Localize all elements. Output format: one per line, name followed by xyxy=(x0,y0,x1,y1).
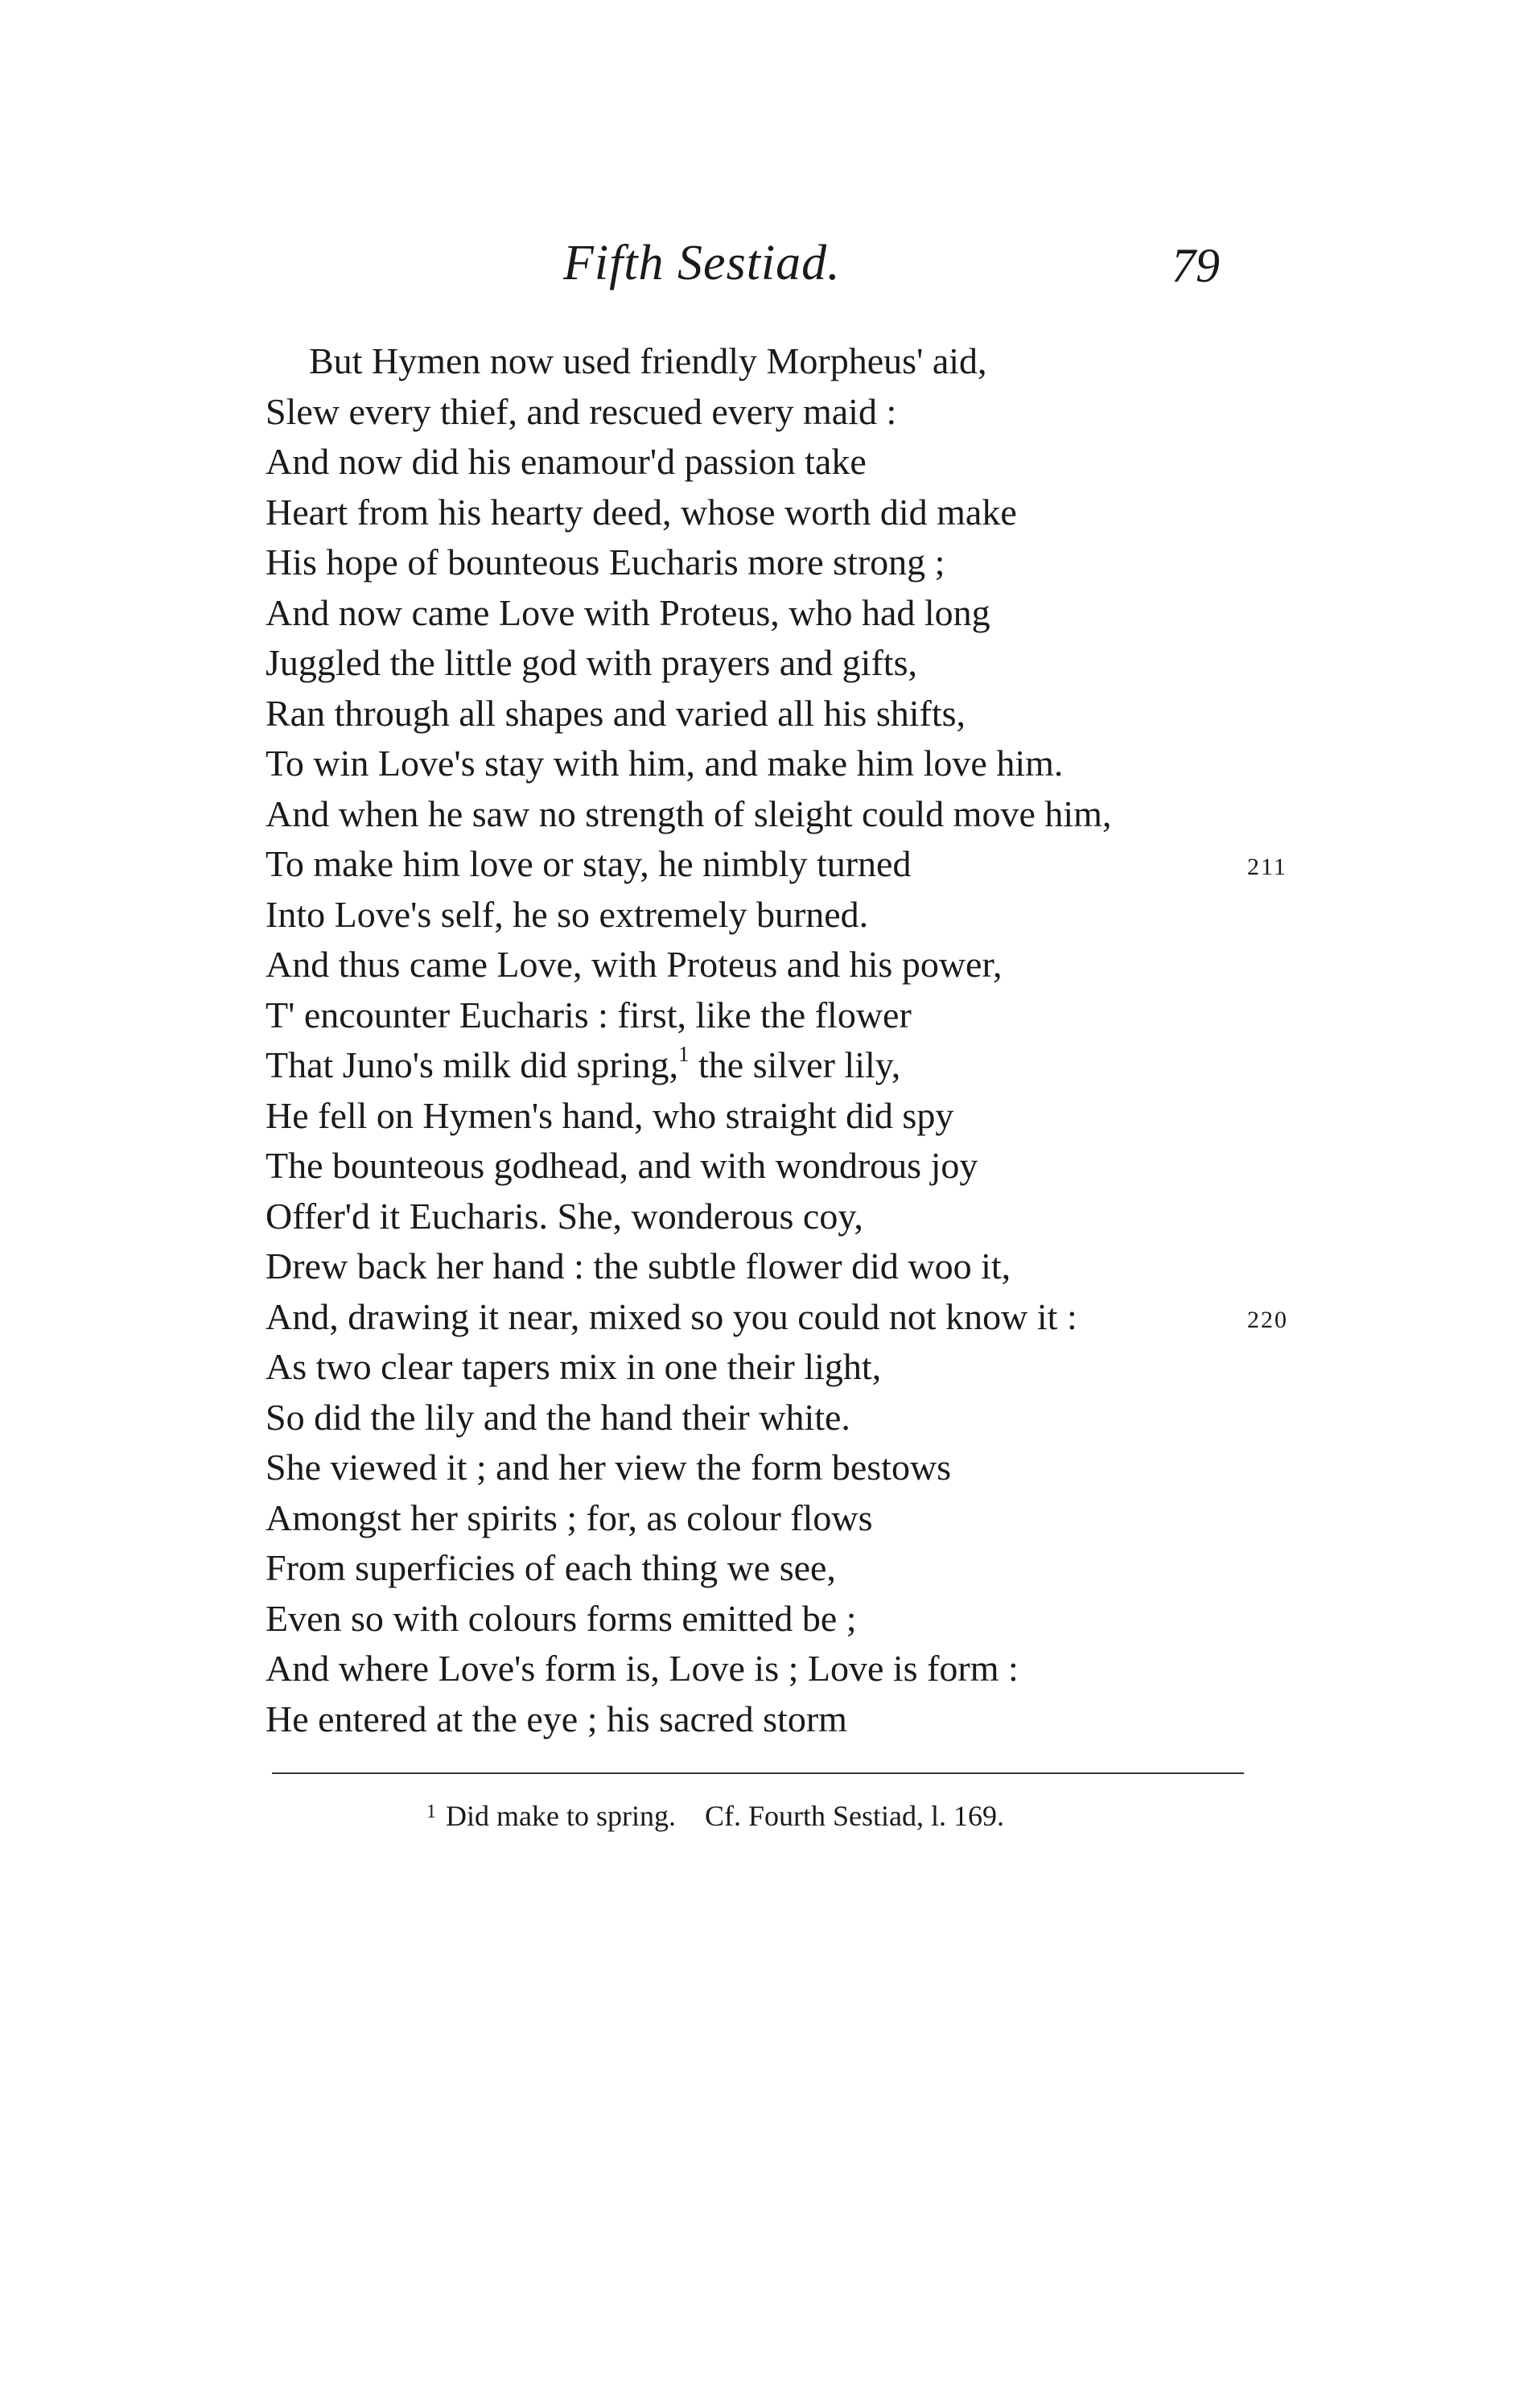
poem-line xyxy=(266,940,1328,990)
poem-line xyxy=(266,1342,1328,1393)
poem-line-main-text: Drew back her hand : the subtle flower did woo it, xyxy=(266,1245,1011,1286)
footnote-rule xyxy=(272,1772,1244,1774)
poem-line-main-text: Ran through all shapes and varied all his shifts, xyxy=(266,692,966,734)
poem-line xyxy=(266,1443,1328,1493)
poem-line-main-text: The bounteous godhead, and with wondrous joy xyxy=(266,1145,978,1186)
poem-line-main-text: His hope of bounteous Eucharis more strong ; xyxy=(266,541,945,583)
poem-line xyxy=(266,638,1328,689)
poem-line-text xyxy=(266,743,1063,784)
poem-line-text xyxy=(266,994,912,1035)
poem-line-text xyxy=(266,1547,836,1588)
poem-line-main-text: And where Love's form is, Love is ; Love is form : xyxy=(266,1648,1019,1689)
footnote xyxy=(426,1799,1004,1833)
poem-line-main-text: Even so with colours forms emitted be ; xyxy=(266,1597,857,1639)
poem-line xyxy=(266,1241,1328,1292)
poem-line-text xyxy=(266,642,917,683)
poem-line-main-text: To make him love or stay, he nimbly turned xyxy=(266,843,912,884)
poem-line xyxy=(266,1493,1328,1544)
footnote-reference-mark: 1 xyxy=(678,1042,690,1066)
poem-line xyxy=(266,1644,1328,1694)
poem-line-text xyxy=(266,693,966,734)
poem-line xyxy=(266,336,1328,387)
poem-line xyxy=(266,990,1328,1041)
poem-line-text xyxy=(266,1447,951,1488)
poem-line xyxy=(266,789,1328,840)
footnote-text: Did make to spring. xyxy=(446,1800,676,1832)
poem-line xyxy=(266,437,1328,488)
poem-line-main-text: And now came Love with Proteus, who had long xyxy=(266,591,990,633)
poem-line-main-text: And now did his enamour'd passion take xyxy=(266,441,867,482)
poem-line xyxy=(266,1694,1328,1745)
poem-line xyxy=(266,1393,1328,1443)
line-number: 211 xyxy=(1247,854,1287,880)
poem-line-text xyxy=(266,1044,900,1085)
poem-line-text xyxy=(266,1497,873,1538)
poem-line-text xyxy=(266,1397,850,1438)
poem-line-text xyxy=(309,340,987,381)
poem-body xyxy=(266,336,1328,1744)
poem-line xyxy=(266,1040,1328,1091)
running-head xyxy=(0,235,1540,299)
poem-line-main-text: Juggled the little god with prayers and gifts, xyxy=(266,642,917,683)
poem-line xyxy=(266,588,1328,639)
poem-line-text xyxy=(266,1196,863,1237)
poem-line-main-text: As two clear tapers mix in one their light, xyxy=(266,1346,882,1387)
poem-line-main-text: Slew every thief, and rescued every maid : xyxy=(266,390,897,432)
poem-line-continuation: the silver lily, xyxy=(689,1044,901,1085)
poem-line xyxy=(266,387,1328,438)
poem-line xyxy=(266,739,1328,789)
line-number: 220 xyxy=(1247,1306,1288,1333)
poem-line-main-text: He entered at the eye ; his sacred storm xyxy=(266,1698,847,1739)
poem-line xyxy=(266,1543,1328,1594)
poem-line-main-text: So did the lily and the hand their white. xyxy=(266,1396,850,1438)
running-title: Fifth Sestiad. xyxy=(563,236,841,290)
poem-line xyxy=(266,1292,1328,1343)
poem-line-text xyxy=(266,541,945,583)
poem-line-text xyxy=(266,1145,978,1186)
poem-line-text xyxy=(266,894,868,935)
poem-line-main-text: From superficies of each thing we see, xyxy=(266,1547,836,1588)
poem-line-text xyxy=(266,391,896,432)
poem-line-text xyxy=(266,944,1002,985)
poem-line-main-text: Heart from his hearty deed, whose worth did make xyxy=(266,491,1017,533)
poem-line xyxy=(266,1091,1328,1142)
poem-line-text xyxy=(266,1346,881,1387)
poem-line-main-text: But Hymen now used friendly Morpheus' aid, xyxy=(309,340,987,381)
poem-line xyxy=(266,689,1328,739)
poem-line-text xyxy=(266,1598,857,1639)
poem-line xyxy=(266,890,1328,941)
poem-line xyxy=(266,839,1328,890)
poem-line xyxy=(266,1594,1328,1645)
poem-line-text xyxy=(266,1245,1011,1286)
poem-line-main-text: He fell on Hymen's hand, who straight did spy xyxy=(266,1094,954,1136)
poem-line-main-text: Offer'd it Eucharis. She, wonderous coy, xyxy=(266,1195,863,1237)
poem-line-text xyxy=(266,793,1111,834)
poem-line-main-text: That Juno's milk did spring, xyxy=(266,1044,679,1085)
footnote-reference: Cf. Fourth Sestiad, l. 169. xyxy=(704,1800,1004,1832)
footnote-mark: 1 xyxy=(426,1801,436,1822)
poem-line xyxy=(266,537,1328,588)
poem-line-text xyxy=(266,1296,1077,1337)
poem-line-main-text: And thus came Love, with Proteus and his power, xyxy=(266,944,1003,985)
poem-line xyxy=(266,1192,1328,1242)
poem-line-main-text: Amongst her spirits ; for, as colour flows xyxy=(266,1496,873,1538)
poem-line-main-text: And when he saw no strength of sleight could move him, xyxy=(266,792,1112,834)
poem-line-main-text: To win Love's stay with him, and make him love him. xyxy=(266,743,1064,784)
poem-line-text xyxy=(266,1648,1019,1689)
poem-line-main-text: T' encounter Eucharis : first, like the flower xyxy=(266,994,912,1035)
poem-line-text xyxy=(266,1698,847,1739)
poem-line-text xyxy=(266,1095,953,1136)
poem-line-text xyxy=(266,492,1017,533)
poem-line-main-text: And, drawing it near, mixed so you could not know it : xyxy=(266,1295,1077,1337)
poem-line-main-text: Into Love's self, he so extremely burned. xyxy=(266,893,869,935)
page-number: 79 xyxy=(1171,239,1220,292)
poem-line-text xyxy=(266,592,990,633)
poem-line-main-text: She viewed it ; and her view the form bestows xyxy=(266,1447,952,1488)
poem-line-text xyxy=(266,441,867,482)
poem-line-text xyxy=(266,843,911,884)
poem-line xyxy=(266,488,1328,538)
poem-line xyxy=(266,1141,1328,1192)
